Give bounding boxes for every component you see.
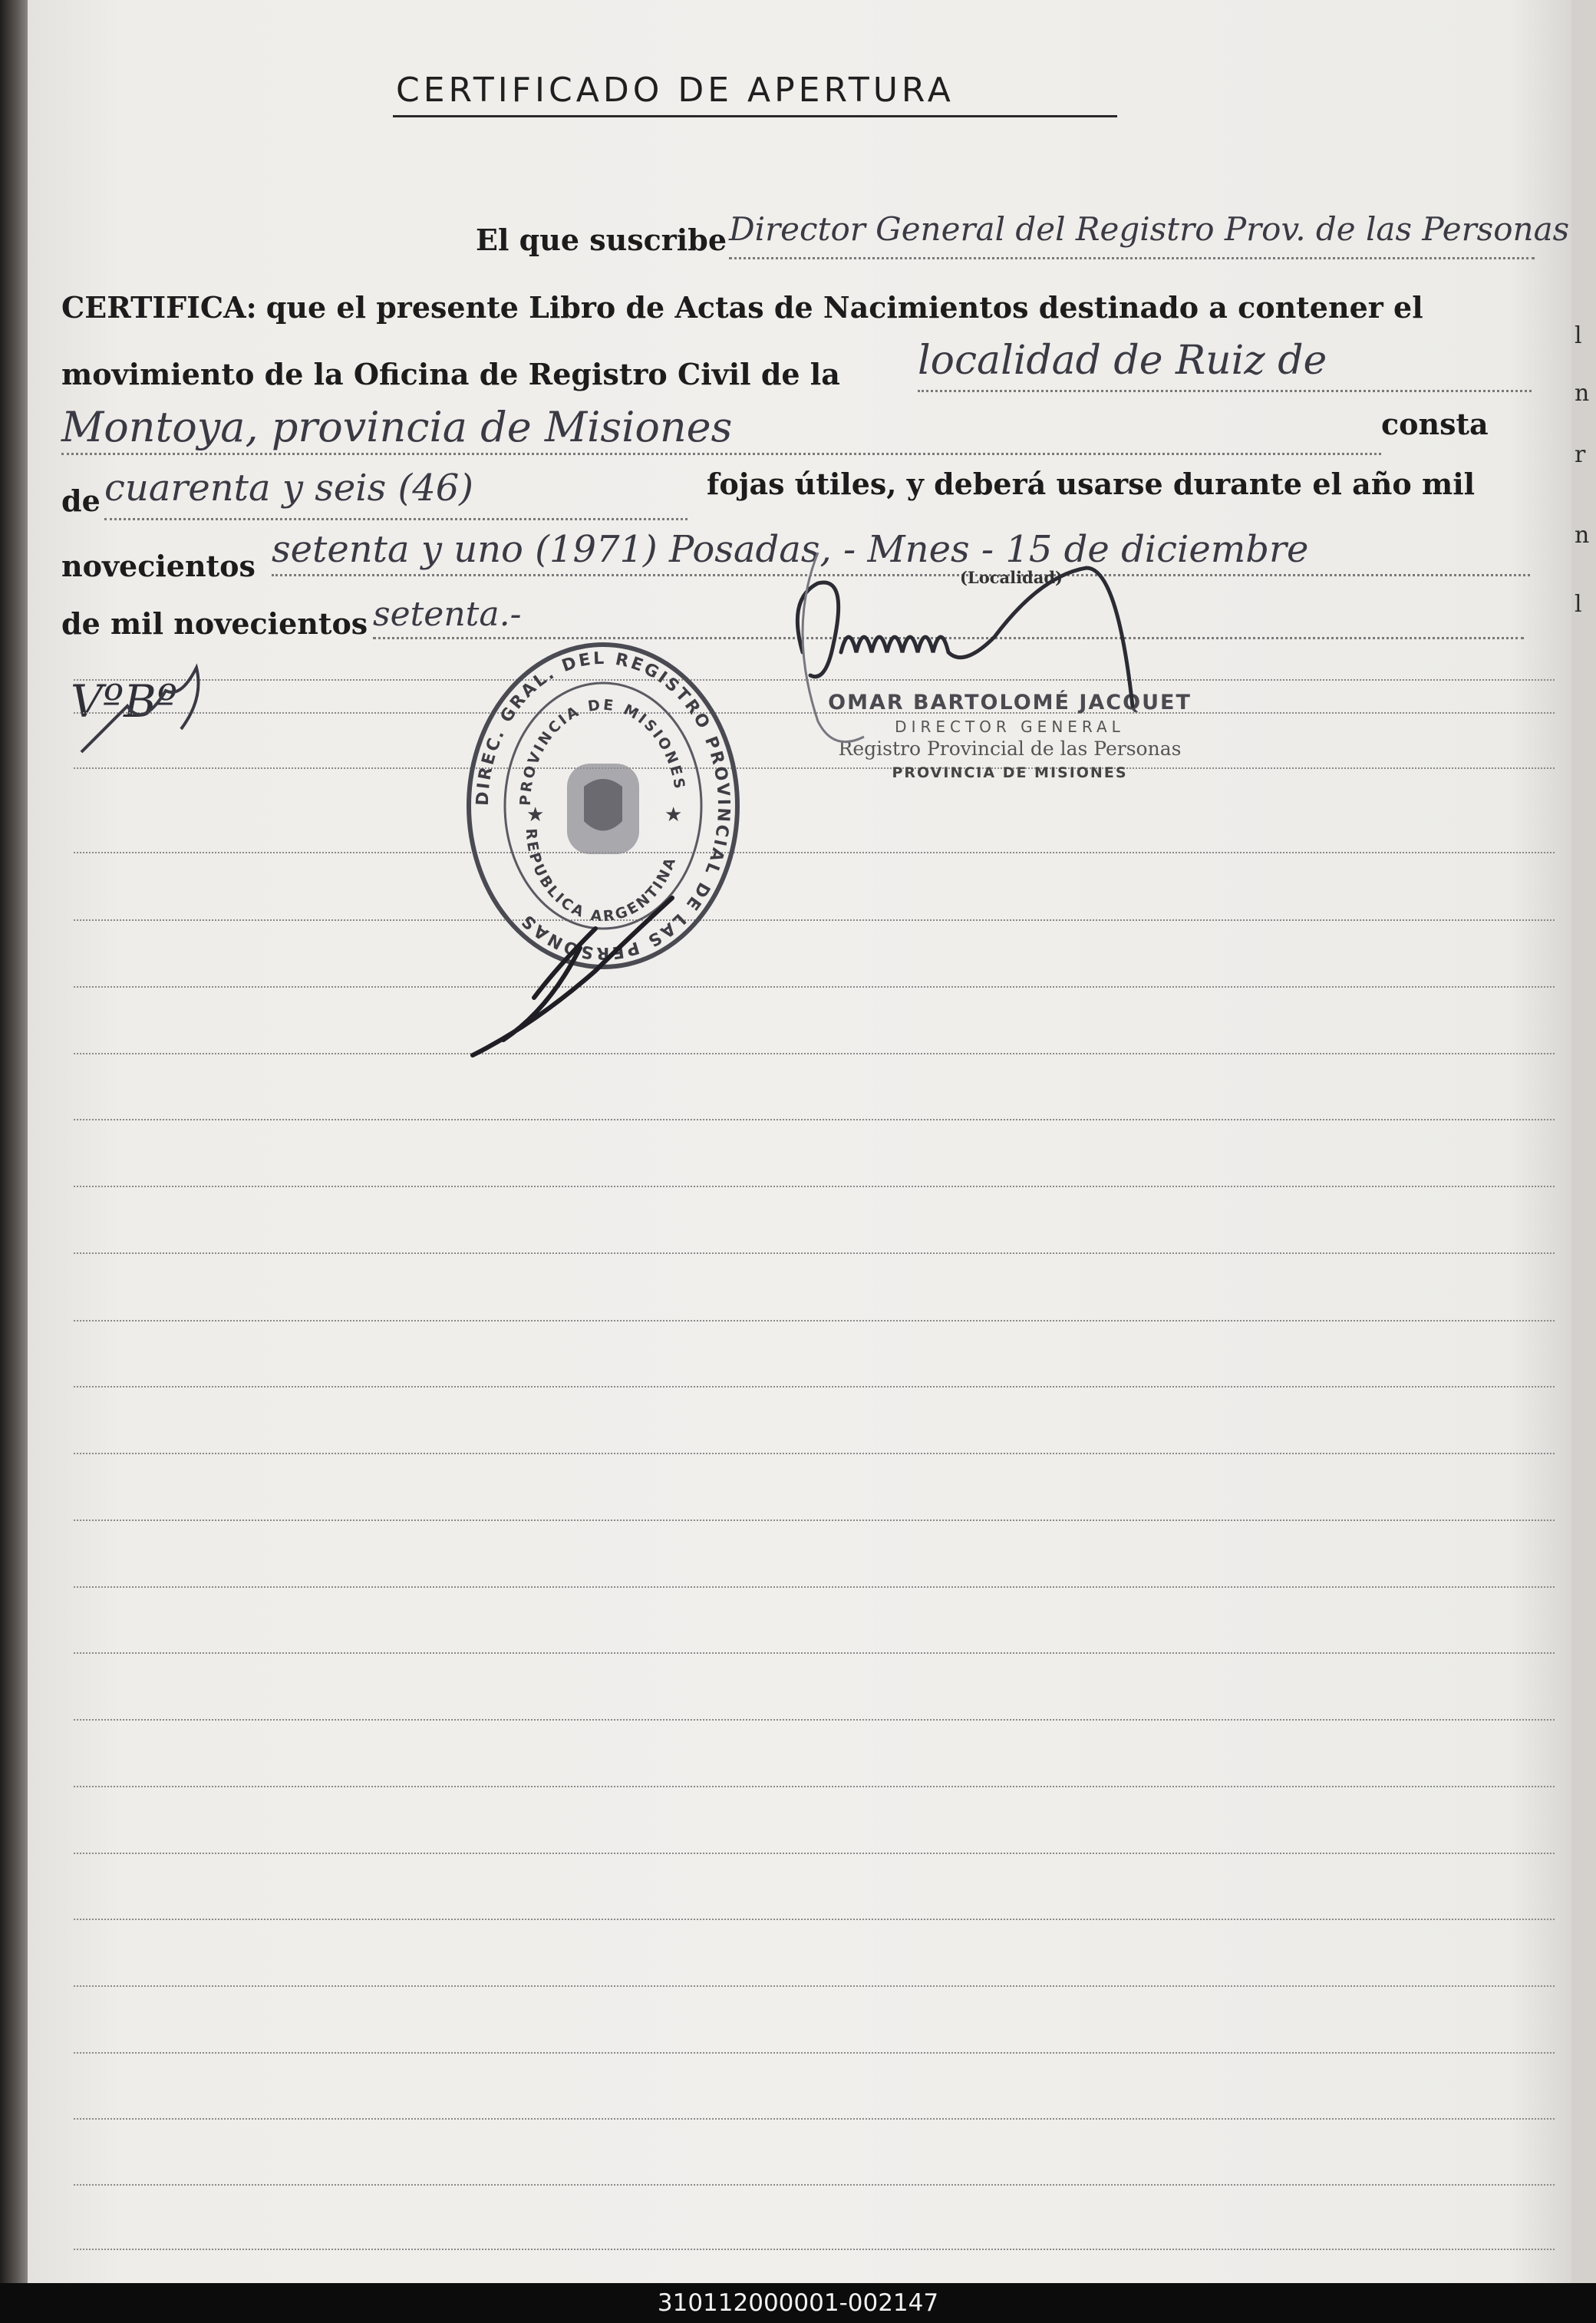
fill-line-5 xyxy=(104,518,688,520)
signature-block xyxy=(795,691,1225,781)
text-novecientos: novecientos xyxy=(61,549,256,583)
fill-line-6 xyxy=(272,574,1530,576)
certifica-label: CERTIFICA: xyxy=(61,290,257,325)
margin-letter: n xyxy=(1575,522,1590,549)
ruled-line xyxy=(74,852,1555,853)
ruled-line xyxy=(74,1719,1555,1721)
title-underline xyxy=(393,115,1117,117)
svg-text:★: ★ xyxy=(526,803,545,827)
signer-registry: Registro Provincial de las Personas xyxy=(838,737,1182,760)
margin-letter: l xyxy=(1575,591,1582,618)
svg-text:★: ★ xyxy=(664,803,683,827)
handwritten-setenta: setenta.- xyxy=(373,595,522,634)
seal-bottom-text: REPUBLICA ARGENTINA xyxy=(522,827,680,926)
certifica-text: que el presente Libro de Actas de Nacimientos destinado a contener el xyxy=(265,290,1423,325)
margin-letter: n xyxy=(1575,380,1590,407)
handwritten-locality: localidad de Ruiz de xyxy=(918,338,1327,384)
text-el-que-suscribe: El que suscribe xyxy=(476,223,727,257)
label-localidad: (Localidad) xyxy=(960,568,1063,587)
ruled-line xyxy=(74,919,1555,921)
fill-line-4 xyxy=(61,453,1381,455)
ruled-line xyxy=(74,1786,1555,1787)
official-seal-stamp xyxy=(457,637,749,975)
ruled-line xyxy=(74,1386,1555,1388)
signer-province: PROVINCIA DE MISIONES xyxy=(892,764,1128,781)
text-de-mil-novecientos: de mil novecientos xyxy=(61,606,368,641)
ruled-line xyxy=(74,2184,1555,2186)
ruled-line xyxy=(74,1119,1555,1120)
handwritten-initials: VºBº xyxy=(71,675,178,728)
text-consta: consta xyxy=(1381,407,1489,441)
ruled-line xyxy=(74,1853,1555,1854)
certifica-line xyxy=(61,290,1423,325)
handwritten-year-place-date: setenta y uno (1971) Posadas, - Mnes - 15 de diciembre xyxy=(272,528,1309,571)
seal-inner-text: PROVINCIA DE MISIONES xyxy=(516,696,688,807)
text-de: de xyxy=(61,483,101,518)
handwritten-page-count: cuarenta y seis (46) xyxy=(104,467,474,510)
ruled-line xyxy=(74,679,1555,681)
ruled-line xyxy=(74,1652,1555,1654)
ruled-line xyxy=(74,1186,1555,1187)
ruled-line xyxy=(74,2118,1555,2120)
handwritten-signer-title: Director General del Registro Prov. de las Personas xyxy=(729,210,1570,248)
book-spine-edge xyxy=(0,0,28,2283)
document-page xyxy=(28,0,1571,2283)
signer-name: OMAR BARTOLOMÉ JACQUET xyxy=(828,691,1192,714)
ruled-line xyxy=(74,1919,1555,1920)
ruled-line xyxy=(74,2249,1555,2250)
ruled-line xyxy=(74,1985,1555,1987)
ruled-line xyxy=(74,1320,1555,1322)
document-id: 310112000001-002147 xyxy=(657,2289,939,2317)
ruled-line xyxy=(74,1520,1555,1521)
ruled-line xyxy=(74,1053,1555,1054)
text-fojas-utiles: fojas útiles, y deberá usarse durante el año mil xyxy=(707,467,1476,501)
ruled-line xyxy=(74,986,1555,988)
fill-line-1 xyxy=(729,257,1535,259)
page-title: CERTIFICADO DE APERTURA xyxy=(396,71,955,110)
handwritten-province: Montoya, provincia de Misiones xyxy=(61,403,733,451)
handwritten-signatures xyxy=(28,0,1571,2283)
margin-letter: r xyxy=(1575,441,1586,468)
fill-line-3 xyxy=(918,390,1532,392)
footer-bar xyxy=(0,2283,1596,2323)
text-movimiento: movimiento de la Oficina de Registro Civil de la xyxy=(61,357,840,391)
ruled-line xyxy=(74,1453,1555,1454)
ruled-line xyxy=(74,2052,1555,2054)
next-page-edge xyxy=(1571,0,1596,2283)
ruled-line xyxy=(74,1586,1555,1588)
margin-letter: l xyxy=(1575,322,1582,349)
ruled-line xyxy=(74,1252,1555,1254)
seal-outer-text: DIREC. GRAL. DEL REGISTRO PROVINCIAL DE LAS PERSONAS xyxy=(473,648,734,963)
signer-title: DIRECTOR GENERAL xyxy=(895,718,1125,736)
